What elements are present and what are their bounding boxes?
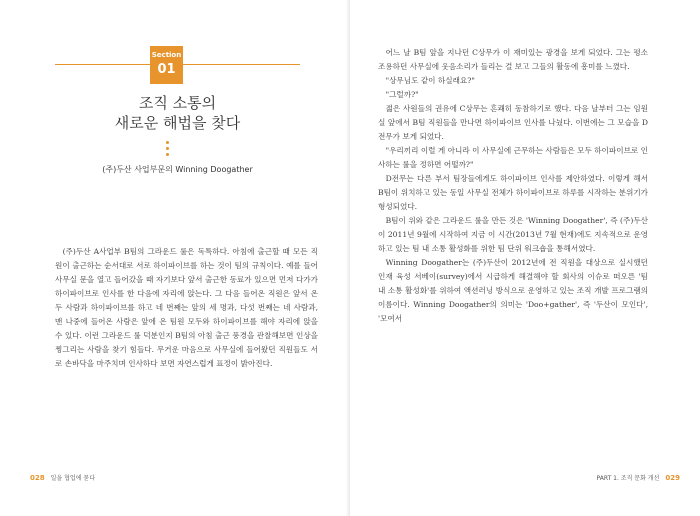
running-head: PART 1. 조직 문화 개선: [596, 475, 660, 482]
quote: "상무님도 같이 하실래요?": [385, 76, 475, 85]
chapter-subtitle: (주)두산 사업부문의 Winning Doogather: [102, 165, 253, 174]
paragraph: 젊은 사원들의 권유에 C상무는 흔쾌히 동참하기로 했다. 다음 날부터 그는 임원실 앞에서 B팀 직원들을 만나면 하이파이브 인사를 나눴다. 이번에는 그 모습을 D전무가 보게 되었다.: [378, 104, 648, 141]
quote: "우리끼리 이럴 게 아니라 이 사무실에 근무하는 사람들은 모두 하이파이브로 인사하는 룰을 정하면 어떨까?": [378, 146, 648, 169]
dot: [166, 147, 169, 150]
right-footer: [597, 473, 681, 482]
right-page: [350, 0, 700, 516]
left-footer: [30, 473, 95, 482]
paragraph: 어느 날 B팀 앞을 지나던 C상무가 이 재미있는 광경을 보게 되었다. 그는 평소 조용하던 사무실에 웃음소리가 들리는 걸 보고 그들의 활동에 흥미를 느꼈다.: [378, 48, 648, 71]
chapter-title-line1: 조직 소통의: [138, 94, 217, 112]
chapter-title: [55, 93, 300, 133]
chapter-title-line2: 새로운 해법을 찾다: [114, 114, 241, 132]
page-number: 028: [30, 474, 45, 482]
paragraph: (주)두산 A사업부 B팀의 그라운드 룰은 독특하다. 아침에 출근할 때 모든 직원이 출근하는 순서대로 서로 하이파이브를 하는 것이 팀의 규칙이다. 예를 들어 사무실 문을 열고 들어갔을 때 자기보다 앞서 출근한 동료가 있으면 먼저 다가가 하이파이브로 인사를 한 다음에 자리에 앉는다. 그 다음 들어온 직원은 앞서 온 두 사람과 하이파이브를 하고 네 번째는 앞의 세 명과, 다섯 번째는 네 사람과, 맨 나중에 들어온 사람은 앞에 온 팀원 모두와 하이파이브를 해야 자리에 앉을 수 있다. 이런 그라운드 룰 덕분인지 B팀의 아침 출근 풍경을 관찰해보면 인상을 찡그리는 사람을 찾기 힘들다. 무거운 마음으로 사무실에 들어왔던 직원들도 서로 손바닥을 마주치며 인사하다 보면 자연스럽게 표정이 밝아진다.: [55, 247, 318, 368]
left-body-text: [55, 245, 318, 371]
section-label: Section: [151, 51, 182, 59]
paragraph: Winning Doogather는 (주)두산이 2012년에 전 직원을 대상으로 실시했던 인재 육성 서베이(survey)에서 시급하게 해결해야 할 회사의 이슈로 떠오른 '팀 내 소통 활성화'를 위하여 액션러닝 방식으로 운영하고 있는 조직 개발 프로그램의 이름이다. Winning Doogather의 의미는 'Doo+gather', 즉 '두산이 모인다', '모여서: [378, 258, 648, 323]
paragraph: B팀이 위와 같은 그라운드 룰을 만든 것은 'Winning Doogather', 즉 (주)두산이 2011년 9월에 시작하여 지금 이 시간(2013년 7월 현재)에도 지속적으로 운영하고 있는 팀 내 소통 활성화를 위한 팀 단위 워크숍을 통해서였다.: [378, 216, 648, 253]
right-body-text: [378, 46, 648, 326]
dot: [166, 153, 169, 156]
section-badge: [150, 46, 183, 84]
page-number: 029: [665, 474, 680, 482]
dot: [166, 141, 169, 144]
quote: "그럴까?": [385, 90, 419, 99]
divider-dots: [164, 141, 170, 159]
section-number: 01: [157, 62, 176, 77]
running-head: 일을 협업에 묻다: [50, 475, 96, 482]
paragraph: D전무는 다른 부서 팀장들에게도 하이파이브 인사를 제안하였다. 이렇게 해서 B팀이 위치하고 있는 동일 사무실 전체가 하이파이브로 하루를 시작하는 분위기가 형성되었다.: [378, 174, 648, 211]
